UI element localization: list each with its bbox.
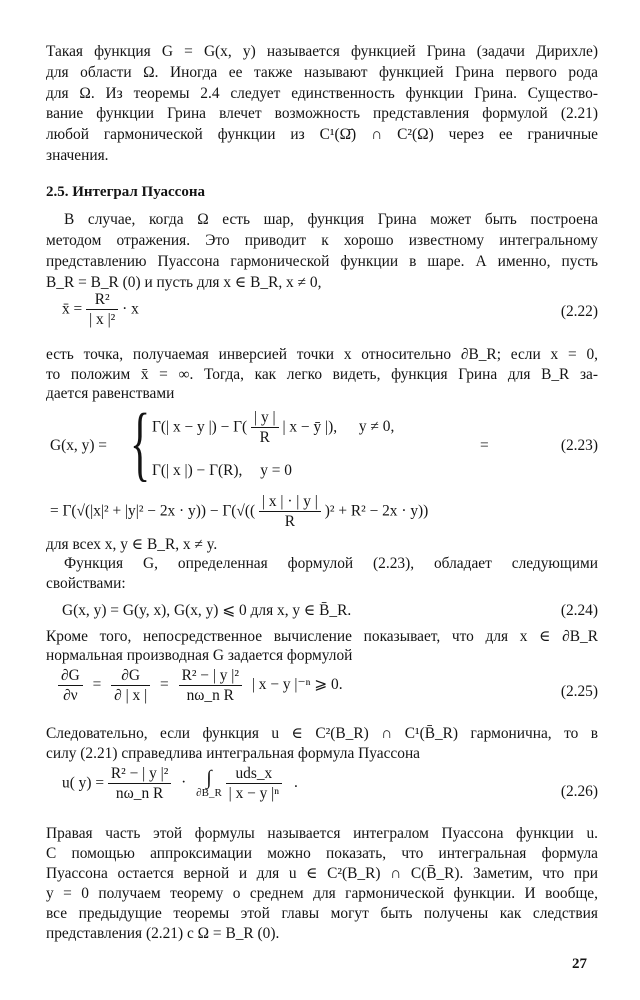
dot: · [181, 774, 187, 792]
text-line: любой гармонической функции из C¹(Ω̄) ∩ C²(Ω) через ее граничные [46, 126, 598, 143]
equation-number: (2.23) [560, 437, 598, 454]
page-number: 27 [572, 956, 587, 972]
numerator: ∂G [61, 667, 80, 684]
integral [196, 768, 222, 799]
denominator: R [251, 427, 279, 445]
case2-condition: y = 0 [260, 462, 292, 479]
text-line: есть точка, получаемая инверсией точки x относительно ∂B_R; если x = 0, [46, 346, 598, 363]
denominator: | x |² [86, 309, 118, 327]
section-heading: 2.5. Интеграл Пуассона [46, 184, 205, 200]
text-line: для области Ω. Иногда ее также называют функцией Грина первого рода [46, 64, 598, 81]
text-line: Правая часть этой формулы называется интегралом Пуассона функции u. [46, 825, 598, 842]
text-line: свойствами: [46, 575, 126, 592]
integral-sign: ∫ [206, 767, 212, 790]
eq-rest: | x − y |⁻ⁿ ⩾ 0. [251, 676, 343, 694]
text-line: для всех x, y ∈ B_R, x ≠ y. [46, 536, 218, 553]
text-line: Пуассона остается верной и для u ∈ C²(B_R) ∩ C(B̄_R). Заметим, что при [46, 865, 598, 882]
equation-2-23-case1 [152, 410, 394, 446]
equation-2-22 [62, 292, 139, 328]
text-line: Кроме того, непосредственное вычисление показывает, что для x ∈ ∂B_R [46, 628, 598, 645]
text-line: B_R = B_R (0) и пусть для x ∈ B_R, x ≠ 0, [46, 274, 322, 291]
fraction [251, 410, 279, 446]
case2-part: Γ(| x |) − Γ(R), [152, 462, 243, 479]
equation-2-26 [62, 766, 298, 802]
denominator: | x − y |ⁿ [226, 783, 282, 801]
fraction [58, 668, 83, 704]
text-line: то положим x̄ = ∞. Тогда, как легко видеть, функция Грина для B_R за- [46, 366, 598, 383]
equation-2-24: G(x, y) = G(y, x), G(x, y) ⩽ 0 для x, y ∈ B̄_R. [62, 602, 352, 619]
denominator: ∂ | x | [111, 685, 150, 703]
text-line: представлению Пуассона гармонической функции в шаре. А именно, пусть [46, 253, 598, 270]
numerator: R² − | y |² [181, 667, 239, 684]
eq-lhs: x̄ = [62, 300, 83, 318]
text-line: все предыдущие теоремы этой главы могут быть получены как следствия [46, 905, 598, 922]
equation-number: (2.26) [560, 783, 598, 800]
left-brace: { [130, 397, 151, 490]
integral-domain: ∂B_R [196, 787, 222, 800]
equation-number: (2.22) [560, 303, 598, 320]
text-line: для Ω. Из теоремы 2.4 следует единственность функции Грина. Существо- [46, 85, 598, 102]
numerator: R² [94, 291, 110, 308]
equation-number: (2.24) [560, 602, 598, 619]
case1-part: | x − ȳ |), [282, 418, 338, 436]
line2-part: = Γ(√(|x|² + |y|² − 2x · y)) − Γ(√(( [50, 502, 256, 520]
eq-lhs: u( y) = [62, 774, 105, 792]
line2-part: )² + R² − 2x · y)) [324, 502, 429, 520]
denominator: nω_n R [179, 685, 242, 703]
text-line: вание функции Грина влечет возможность представления формулой (2.21) [46, 105, 598, 122]
text-line: Функция G, определенная формулой (2.23), обладает следующими [64, 555, 598, 572]
text-line: силу (2.21) справедлива интегральная формула Пуассона [46, 745, 421, 762]
fraction [86, 292, 118, 328]
text-line: методом отражения. Это приводит к хорошо известному интегральному [46, 232, 598, 249]
numerator: uds_x [235, 765, 273, 782]
fraction [179, 668, 242, 704]
case1-part: Γ(| x − y |) − Γ( [152, 418, 248, 436]
text-line: Такая функция G = G(x, y) называется функцией Грина (задачи Дирихле) [46, 43, 598, 60]
numerator: | y | [254, 409, 276, 426]
equals-sign: = [92, 676, 102, 694]
text-line: нормальная производная G задается формулой [46, 647, 353, 664]
text-line: В случае, когда Ω есть шар, функция Грина может быть построена [64, 211, 598, 228]
equation-2-25 [58, 668, 343, 704]
denominator: R [259, 511, 321, 529]
equals-sign: = [160, 676, 169, 694]
equation-number: (2.25) [560, 683, 598, 700]
text-line: представления (2.21) с Ω = B_R (0). [46, 925, 280, 942]
fraction [108, 766, 171, 802]
equation-2-23-line2 [50, 494, 428, 530]
numerator: ∂G [121, 667, 141, 684]
fraction [226, 766, 282, 802]
equation-2-23-case2 [152, 463, 292, 478]
text-line: дается равенствами [46, 385, 175, 402]
equals-sign: = [480, 437, 489, 454]
numerator: R² − | y |² [110, 765, 169, 782]
case1-condition: y ≠ 0, [358, 418, 395, 436]
text-line: y = 0 получаем теорему о среднем для гармонической функции. И вообще, [46, 885, 598, 902]
denominator: nω_n R [108, 783, 171, 801]
text-line: Следовательно, если функция u ∈ C²(B_R) ∩ C¹(B̄_R) гармонична, то в [46, 725, 598, 742]
text-line: С помощью аппроксимации можно показать, что интегральная формула [46, 845, 598, 862]
fraction [259, 494, 321, 530]
period: . [293, 774, 298, 792]
denominator: ∂ν [58, 685, 83, 703]
eq-rhs: · x [122, 300, 139, 318]
text-line: значения. [46, 147, 109, 164]
equation-2-23-lhs: G(x, y) = [50, 437, 107, 454]
numerator: | x | · | y | [261, 493, 318, 510]
fraction [111, 668, 150, 704]
